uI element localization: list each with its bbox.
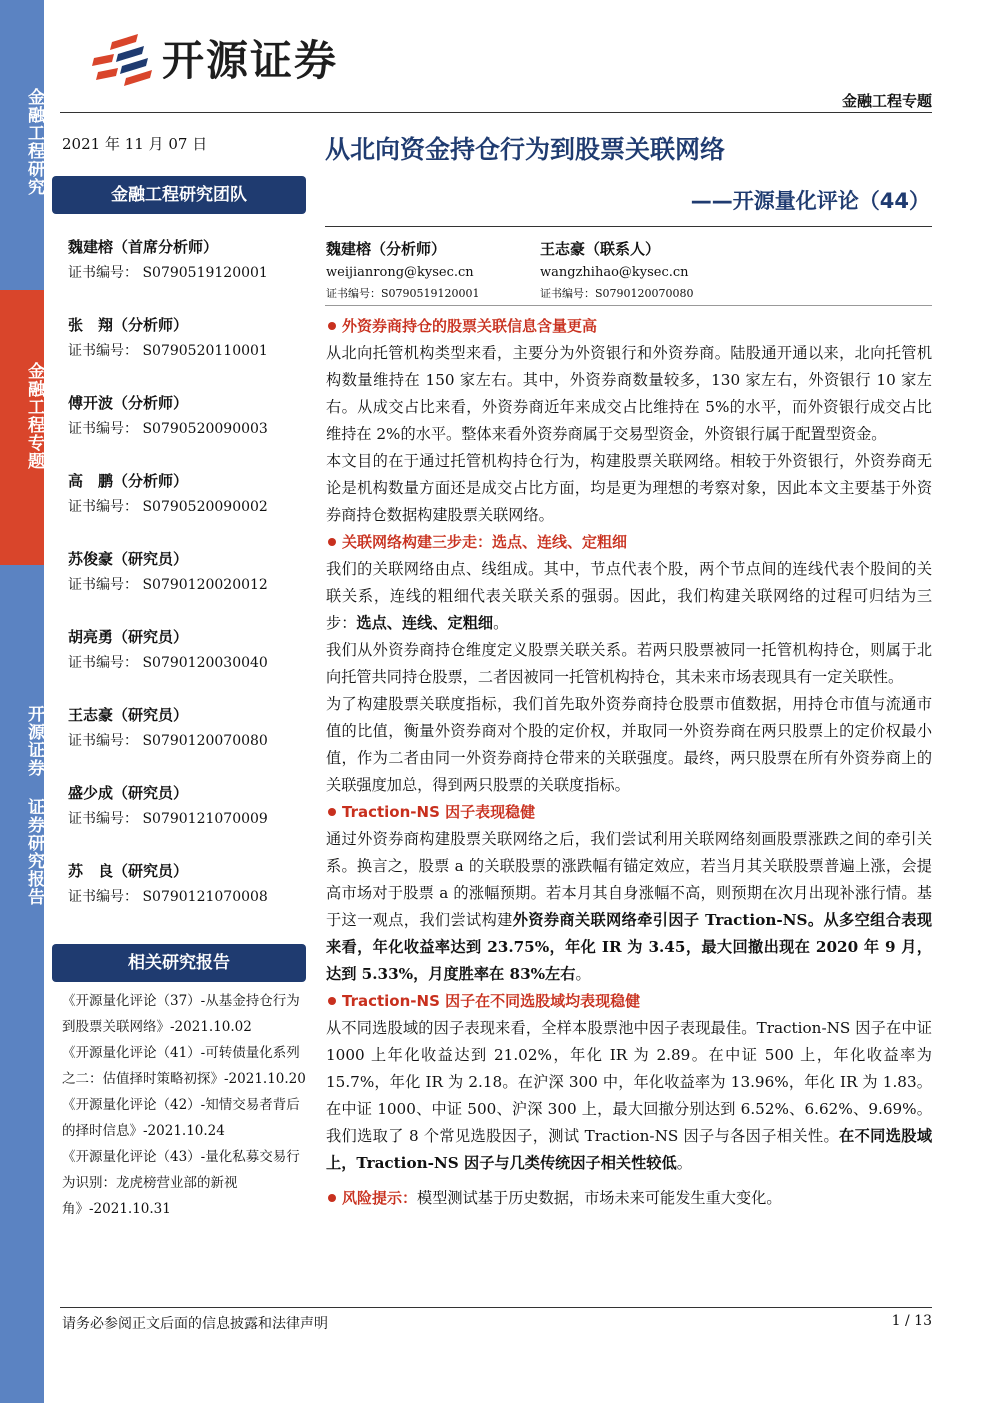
member-name: 高 鹏（分析师） (68, 472, 189, 490)
header-divider (60, 112, 932, 113)
team-member (68, 782, 313, 860)
text-run: 。 (575, 965, 591, 983)
section-heading (326, 799, 932, 826)
team-member (68, 548, 313, 626)
side-bar-bottom (0, 565, 44, 1403)
paragraph: 我们从外资券商持仓维度定义股票关联关系。若两只股票被同一托管机构持仓，则属于北向托管共同持仓股票，二者因被同一托管机构持仓，其未来市场表现具有一定关联性。 (326, 641, 932, 686)
member-cert: 证书编号： S0790121070008 (68, 889, 268, 905)
related-report-link[interactable]: 《开源量化评论（42）-知情交易者背后的择时信息》-2021.10.24 (62, 1097, 300, 1139)
team-member (68, 860, 313, 938)
author-email[interactable]: weijianrong@kysec.cn (326, 265, 474, 280)
section-heading-text: 外资券商持仓的股票关联信息含量更高 (342, 317, 598, 335)
team-member (68, 626, 313, 704)
brand-mark-icon (88, 28, 154, 88)
bullet-icon (328, 538, 336, 546)
related-heading: 相关研究报告 (52, 944, 306, 982)
text-run: 。 (676, 1154, 692, 1172)
bullet-icon (328, 1194, 336, 1202)
report-date: 2021 年 11 月 07 日 (62, 135, 208, 153)
page-number: 1 / 13 (891, 1313, 932, 1329)
text-run: 。 (493, 614, 509, 632)
author-name: 魏建榕（分析师） (326, 240, 447, 258)
team-heading: 金融工程研究团队 (52, 176, 306, 214)
member-cert: 证书编号： S0790121070009 (68, 811, 268, 827)
member-cert: 证书编号： S0790520090002 (68, 499, 268, 515)
member-name: 胡亮勇（研究员） (68, 628, 189, 646)
text-run: 从不同选股域的因子表现来看，全样本股票池中因子表现最佳。Traction-NS 因子在中证 1000 上年化收益达到 21.02%，年化 IR 为 2.89。在中证 500 上，年化收益率为 15.7%，年化 IR 为 2.18。在沪深 300 中，年化收益率为 13.96%，年化 IR 为 1.83。在中证 1000、中证 500、沪深 300 上，最大回撤分别达到 6.52%、6.62%、9.69%。我们选取了 8 个常见选股因子，测试 Traction-NS 因子与各因子相关性。 (326, 1019, 932, 1145)
author-block (540, 236, 694, 304)
member-name: 王志豪（研究员） (68, 706, 189, 724)
bullet-icon (328, 808, 336, 816)
report-title: 从北向资金持仓行为到股票关联网络 (325, 135, 726, 164)
member-cert: 证书编号： S0790520090003 (68, 421, 268, 437)
text-run: 我们的关联网络由点、线组成。其中，节点代表个股，两个节点间的连线代表个股间的关联关系，连线的粗细代表关联关系的强弱。因此，我们构建关联网络的过程可归结为三步： (326, 560, 932, 632)
section-heading-text: Traction-NS 因子在不同选股域均表现稳健 (342, 992, 641, 1010)
emphasis-text: 在不同选股域上，Traction-NS 因子与几类传统因子相关性较低 (326, 1127, 933, 1172)
author-block (326, 236, 480, 304)
paragraph (326, 1015, 932, 1177)
member-name: 苏 良（研究员） (68, 862, 189, 880)
section-heading (326, 529, 932, 556)
member-cert: 证书编号： S0790120020012 (68, 577, 268, 593)
paragraph (326, 556, 932, 637)
section-heading (326, 313, 932, 340)
related-report-link[interactable]: 《开源量化评论（41）-可转债量化系列之二：估值择时策略初探》-2021.10.20 (62, 1045, 306, 1087)
related-report-link[interactable]: 《开源量化评论（43）-量化私募交易行为识别：龙虎榜营业部的新视角》-2021.10.31 (62, 1149, 300, 1217)
side-bar-mid (0, 290, 44, 565)
member-cert: 证书编号： S0790120070080 (68, 733, 268, 749)
bullet-icon (328, 322, 336, 330)
text-run: 通过外资券商构建股票关联网络之后，我们尝试利用关联网络刻画股票涨跌之间的牵引关系。换言之，股票 a 的关联股票的涨跌幅有锚定效应，若当月其关联股票普遍上涨，会提高市场对于股票 a 的涨幅预期。若本月其自身涨幅不高，则预期在次月出现补涨行情。基于这一观点，我们尝试构建 (326, 830, 932, 929)
team-member (68, 470, 313, 548)
team-member (68, 236, 313, 314)
emphasis-text: 选点、连线、定粗细 (356, 614, 494, 632)
section-heading-text: 关联网络构建三步走：选点、连线、定粗细 (342, 533, 628, 551)
member-cert: 证书编号： S0790520110001 (68, 343, 268, 359)
member-name: 傅开波（分析师） (68, 394, 189, 412)
risk-note (326, 1185, 932, 1212)
related-report-link[interactable]: 《开源量化评论（37）-从基金持仓行为到股票关联网络》-2021.10.02 (62, 993, 300, 1035)
side-label-top: 金融工程研究 (24, 88, 44, 196)
member-name: 苏俊豪（研究员） (68, 550, 189, 568)
author-email[interactable]: wangzhihao@kysec.cn (540, 265, 689, 280)
brand-logo (88, 28, 338, 88)
author-cert: 证书编号：S0790519120001 (326, 287, 480, 300)
member-name: 魏建榕（首席分析师） (68, 238, 219, 256)
title-divider (325, 226, 932, 227)
risk-label: 风险提示： (342, 1189, 418, 1207)
member-cert: 证书编号： S0790120030040 (68, 655, 268, 671)
author-divider (325, 305, 932, 306)
side-bar-top (0, 0, 44, 290)
team-list (68, 236, 313, 938)
report-category: 金融工程专题 (841, 92, 932, 110)
member-name: 盛少成（研究员） (68, 784, 189, 802)
section-heading (326, 988, 932, 1015)
paragraph: 从北向托管机构类型来看，主要分为外资银行和外资券商。陆股通开通以来，北向托管机构数量维持在 150 家左右。其中，外资券商数量较多，130 家左右，外资银行 10 家左右。从成交占比来看，外资券商近年来成交占比维持在 5%的水平，而外资银行成交占比维持在 2%的水平。整体来看外资券商属于交易型资金，外资银行属于配置型资金。 (326, 344, 932, 443)
emphasis-text: 外资券商关联网络牵引因子 Traction-NS。从多空组合表现来看，年化收益率达到 23.75%，年化 IR 为 3.45，最大回撤出现在 2020 年 9 月，达到 5.33%，月度胜率在 83%左右 (326, 911, 933, 983)
report-subtitle: ——开源量化评论（44） (690, 189, 930, 213)
team-member (68, 392, 313, 470)
member-cert: 证书编号： S0790519120001 (68, 265, 268, 281)
side-label-mid: 金融工程专题 (24, 362, 44, 470)
footer-divider (60, 1307, 932, 1308)
side-label-bottom: 开源证券 证券研究报告 (24, 705, 44, 906)
bullet-icon (328, 997, 336, 1005)
brand-name: 开源证券 (162, 36, 339, 85)
report-body (326, 313, 932, 1212)
author-cert: 证书编号：S0790120070080 (540, 287, 694, 300)
paragraph: 为了构建股票关联度指标，我们首先取外资券商持仓股票市值数据，用持仓市值与流通市值的比值，衡量外资券商对个股的定价权，并取同一外资券商在两只股票上的定价权最小值，作为二者由同一外资券商持仓带来的关联强度。最终，两只股票在所有外资券商上的关联强度加总，得到两只股票的关联度指标。 (326, 695, 932, 794)
team-member (68, 314, 313, 392)
footer-disclaimer: 请务必参阅正文后面的信息披露和法律声明 (62, 1316, 328, 1332)
team-member (68, 704, 313, 782)
section-heading-text: Traction-NS 因子表现稳健 (342, 803, 536, 821)
author-name: 王志豪（联系人） (540, 240, 661, 258)
paragraph: 本文目的在于通过托管机构持仓行为，构建股票关联网络。相较于外资银行，外资券商无论是机构数量方面还是成交占比方面，均是更为理想的考察对象，因此本文主要基于外资券商持仓数据构建股票关联网络。 (326, 452, 932, 524)
related-reports (62, 988, 308, 1222)
paragraph (326, 826, 932, 988)
risk-text: 模型测试基于历史数据，市场未来可能发生重大变化。 (417, 1189, 782, 1207)
member-name: 张 翔（分析师） (68, 316, 189, 334)
